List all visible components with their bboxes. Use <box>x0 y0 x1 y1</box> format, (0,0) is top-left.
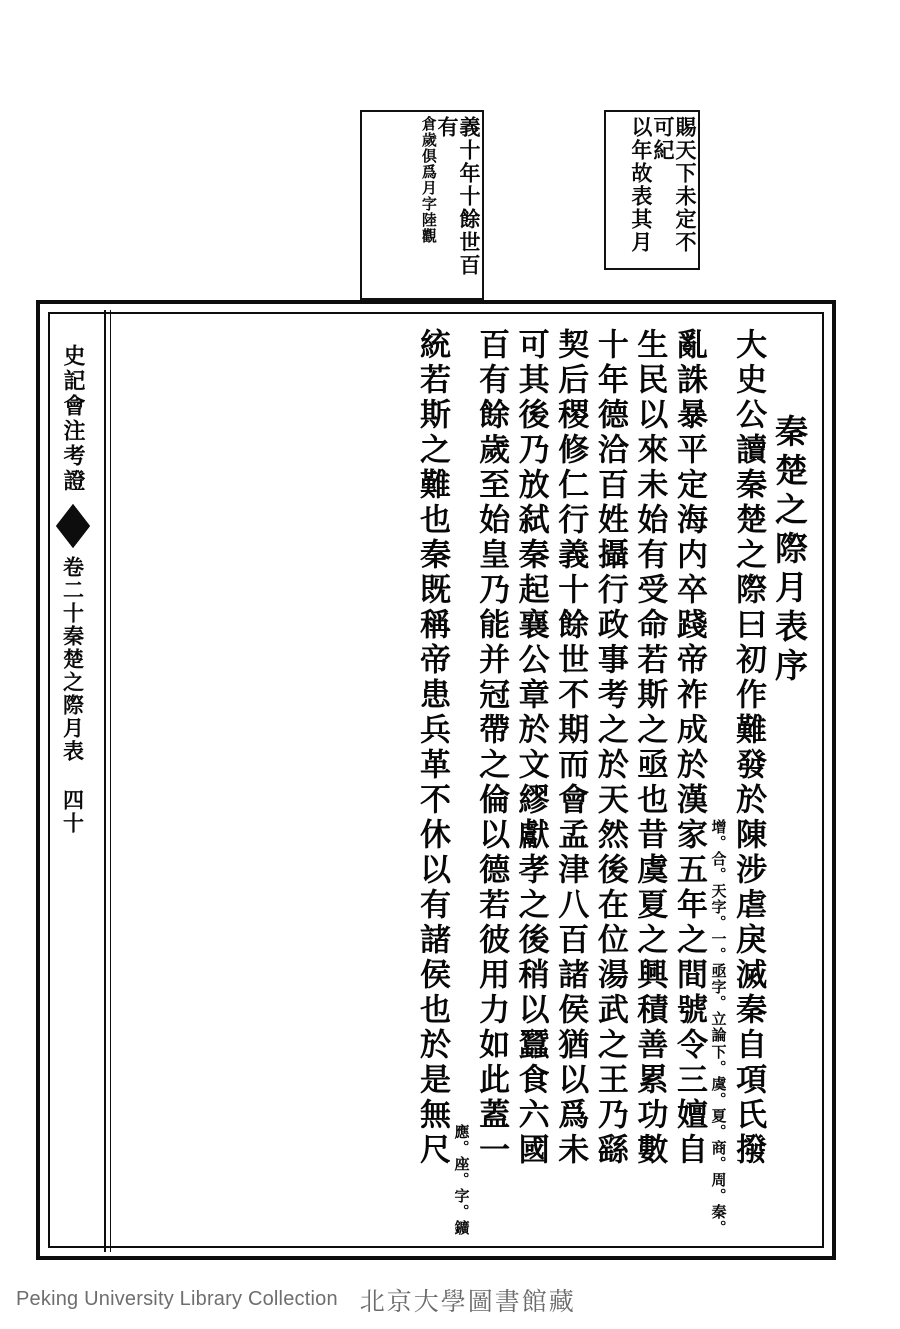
column-text-7: 百有餘歲至始皇乃能并冠帶之倫以德若彼用力如此蓋一 <box>473 328 510 1168</box>
column-text-2: 亂誅暴平定海内卒踐帝祚成於漢家五年之間號令三嬗自 <box>670 328 707 1168</box>
margin-note-right-line-2: 以年故表其月 <box>628 116 654 254</box>
margin-note-left <box>360 110 484 300</box>
column-interlinear-note-1 <box>707 328 727 1236</box>
collection-credit-english: Peking University Library Collection <box>16 1288 338 1310</box>
interlinear-note-2-right: 應。座。字。鑛 <box>452 1124 471 1236</box>
column-text-8: 統若斯之難也秦既稱帝患兵革不休以有諸侯也於是無尺 <box>414 328 451 1168</box>
margin-note-left-line-1: 義十年十餘世百有 <box>434 116 482 277</box>
text-block-frame <box>36 300 836 1260</box>
column-text-4: 十年德洽百姓攝行政事考之於天然後在位湯武之王乃繇 <box>591 328 628 1168</box>
spine-rule-outer <box>104 310 106 1252</box>
text-block-inner-rule <box>48 312 824 1248</box>
column-text-5: 契后稷修仁行義十餘世不期而會孟津八百諸侯猶以爲未 <box>552 328 589 1168</box>
column-text-1: 大史公讀秦楚之際曰初作難發於陳涉虐戾滅秦自項氏撥 <box>730 328 767 1168</box>
spine-page-number: 四十 <box>60 789 86 835</box>
interlinear-note-1-right: 下。虞。夏。商。周。秦。 <box>709 1044 728 1236</box>
margin-note-right-line-1: 賜天下未定不可紀 <box>650 116 698 254</box>
margin-note-left-small-line: 倉歲俱爲月字陸觀 <box>419 116 438 244</box>
spine-strip <box>44 330 102 1240</box>
column-interlinear-note-2 <box>450 328 470 1236</box>
interlinear-note-1-left: 增。合。天字。一。亟字。立論 <box>709 819 728 1043</box>
collection-credit-chinese: 北京大學圖書館藏 <box>359 1286 576 1316</box>
column-text-3: 生民以來未始有受命若斯之亟也昔虞夏之興積善累功數 <box>631 328 668 1168</box>
column-title: 秦楚之際月表序 <box>770 414 809 687</box>
spine-rule-inner <box>110 310 111 1252</box>
margin-note-right <box>604 110 700 270</box>
collection-credit <box>0 1270 900 1329</box>
spine-chapter-title: 卷二十秦楚之際月表 <box>60 556 86 763</box>
text-columns <box>60 328 809 1236</box>
spine-book-title: 史記會注考證 <box>60 344 86 494</box>
fishtail-icon <box>56 504 90 548</box>
column-text-6: 可其後乃放弑秦起襄公章於文繆獻孝之後稍以蠶食六國 <box>512 328 549 1168</box>
